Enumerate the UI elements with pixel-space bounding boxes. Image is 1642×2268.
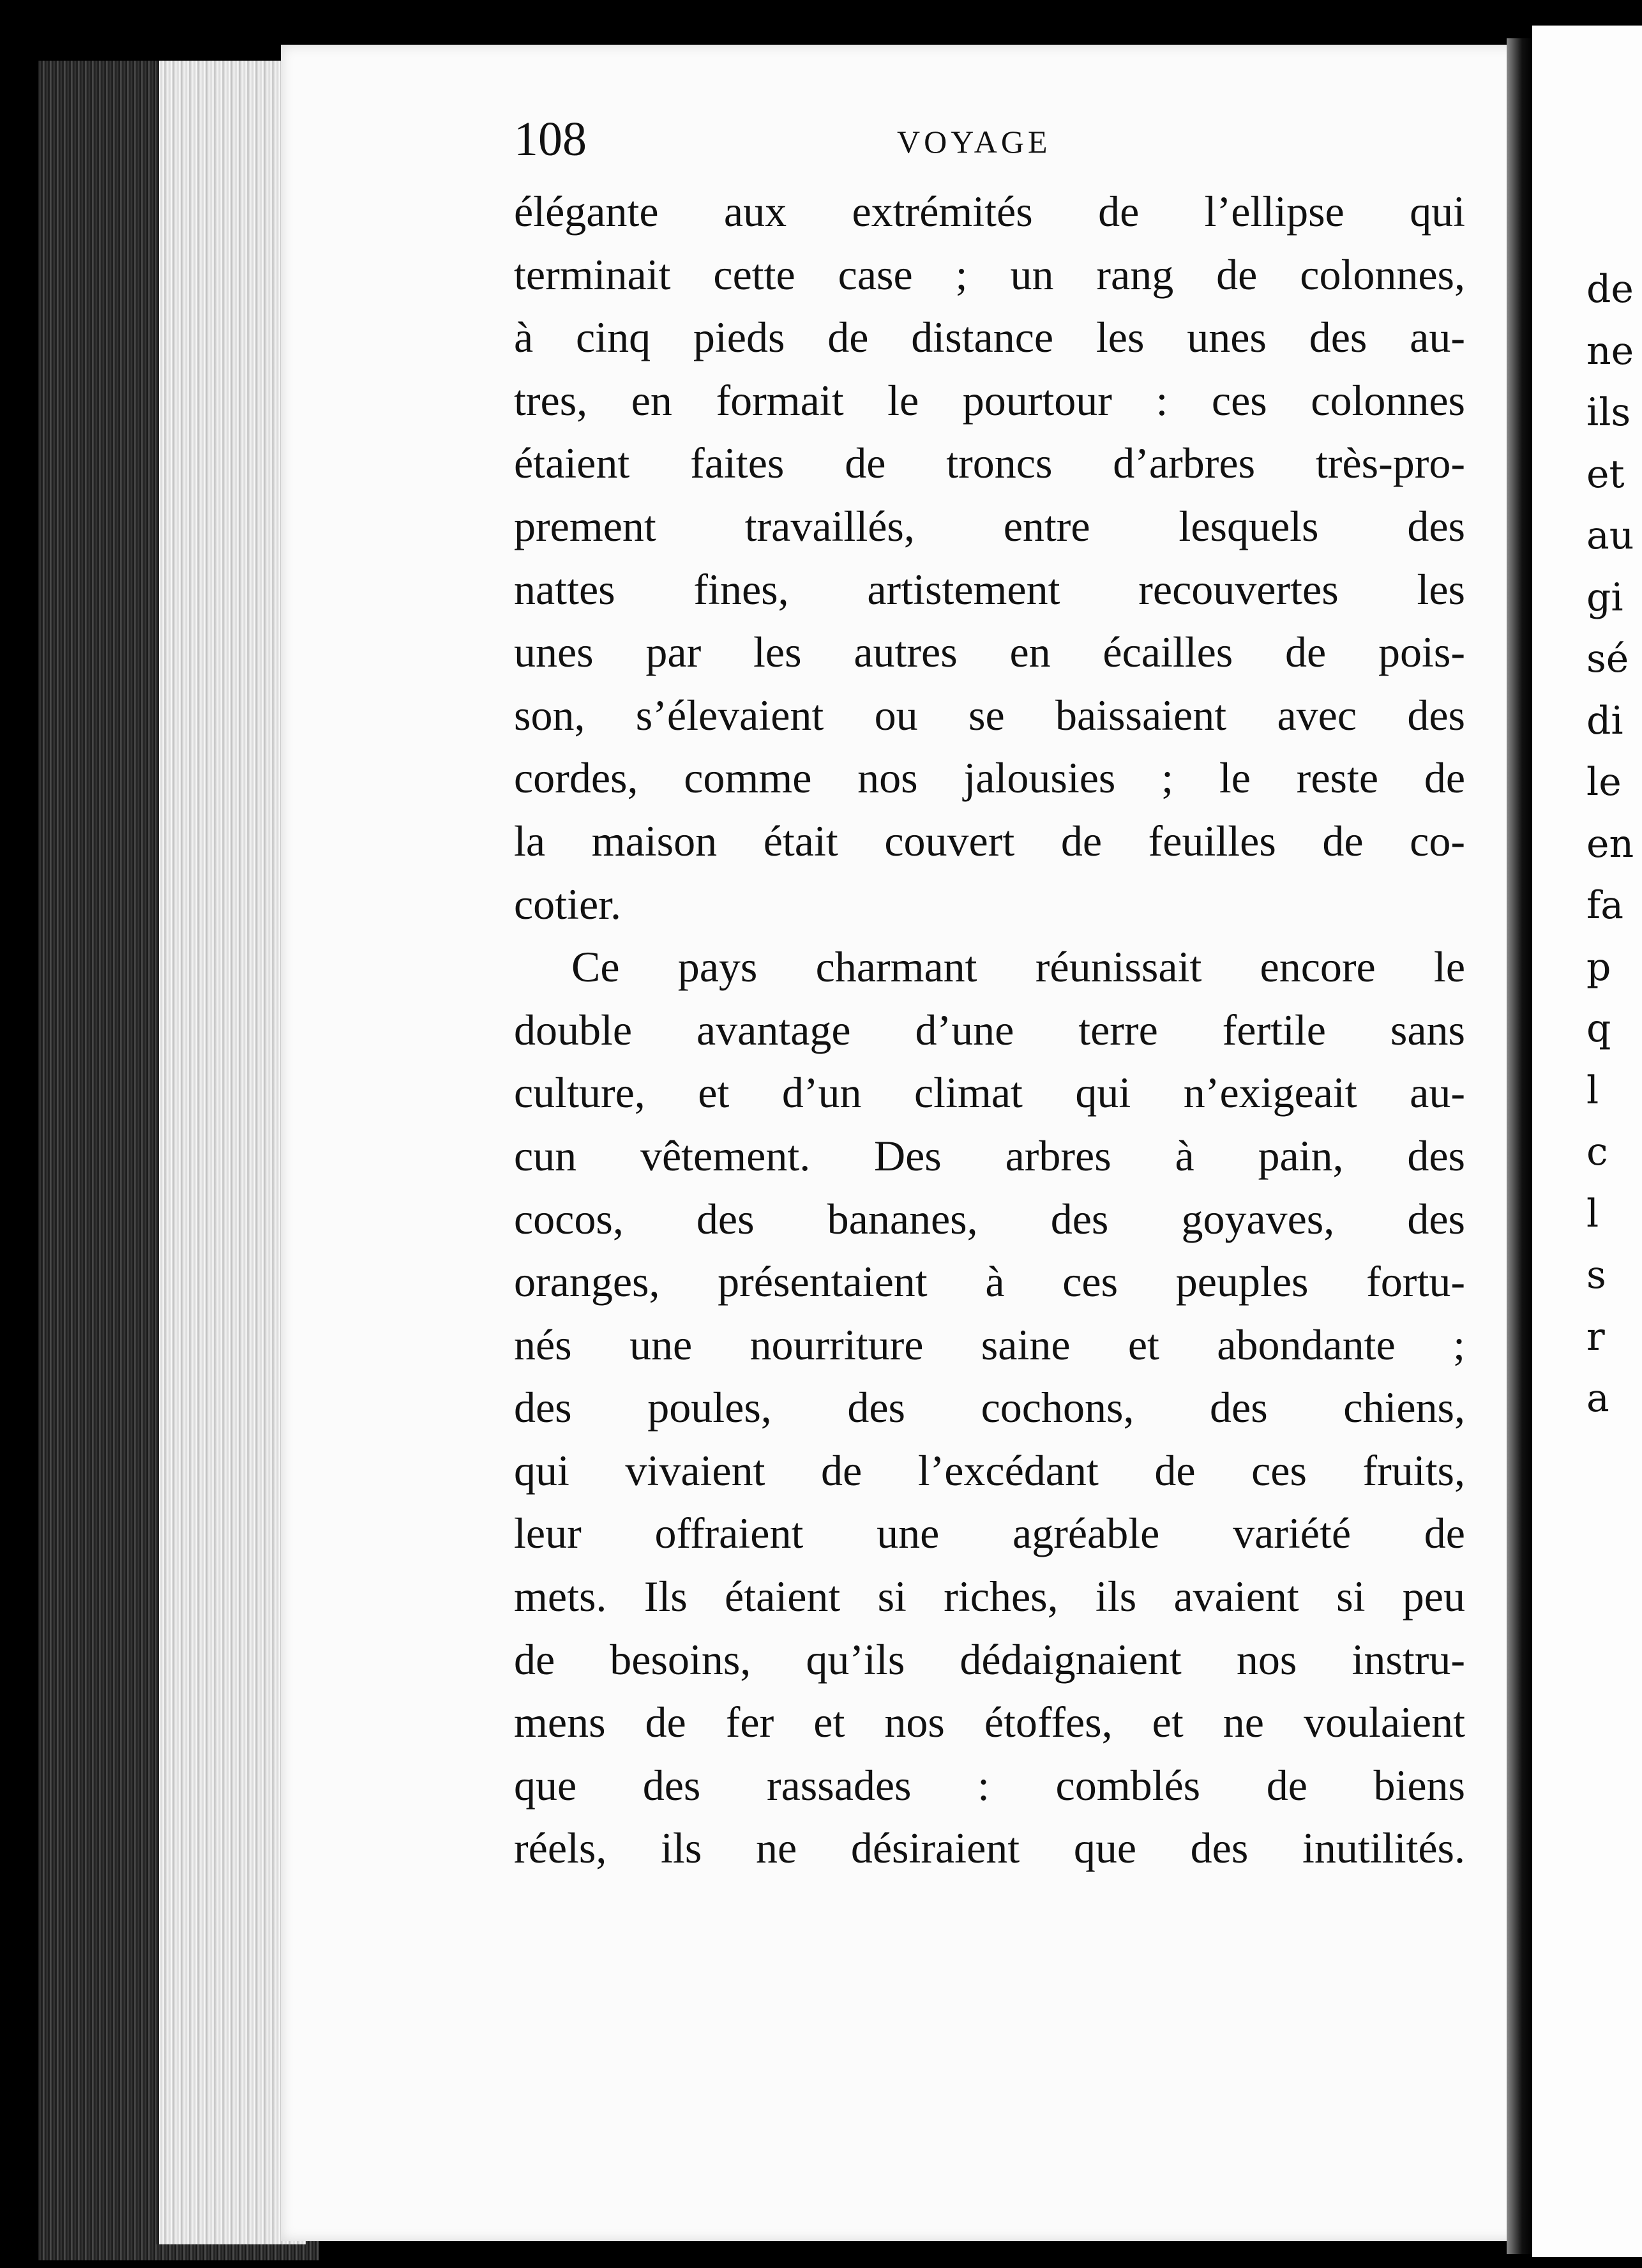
text-line: terminait cette case ; un rang de colonnes, [514,250,1465,299]
text-line: leur offraient une agréable variété de [514,1509,1465,1558]
facing-page-edge [1532,26,1642,2257]
facing-fragment: au [1586,513,1634,558]
text-line: son, s’élevaient ou se baissaient avec des [514,690,1465,739]
facing-fragment: l [1586,1068,1599,1113]
facing-fragment: sé [1586,637,1629,681]
text-line: qui vivaient de l’excédant de ces fruits, [514,1446,1465,1495]
facing-fragment: gi [1586,575,1623,620]
text-line: prement travaillés, entre lesquels des [514,501,1465,550]
text-line: double avantage d’une terre fertile sans [514,1005,1465,1054]
book-gutter [1507,38,1532,2254]
text-line: tres, en formait le pourtour : ces colonnes [514,375,1465,425]
facing-fragment: ils [1586,390,1631,435]
facing-fragment: a [1586,1376,1609,1421]
text-line: unes par les autres en écailles de pois- [514,628,1465,677]
text-line: mets. Ils étaient si riches, ils avaient si peu [514,1572,1465,1621]
text-line: de besoins, qu’ils dédaignaient nos instru- [514,1635,1465,1684]
facing-fragment: le [1586,760,1622,805]
text-line: élégante aux extrémités de l’ellipse qui [514,187,1465,236]
running-title: VOYAGE [897,124,1051,160]
text-line: cordes, comme nos jalousies ; le reste de [514,753,1465,803]
page-number: 108 [514,112,587,166]
text-line: cocos, des bananes, des goyaves, des [514,1194,1465,1243]
facing-fragment: di [1586,698,1623,743]
text-line: cun vêtement. Des arbres à pain, des [514,1131,1465,1180]
text-line: des poules, des cochons, des chiens, [514,1383,1465,1432]
text-line: oranges, présentaient à ces peuples fortu- [514,1257,1465,1306]
text-line: la maison était couvert de feuilles de co- [514,816,1465,865]
body-text [514,180,1465,1880]
text-line: étaient faites de troncs d’arbres très-pro- [514,439,1465,488]
text-line: Ce pays charmant réunissait encore le [571,942,1465,992]
text-line: réels, ils ne désiraient que des inutilités. [514,1824,1465,1873]
facing-fragment: en [1586,821,1634,866]
facing-fragment: s [1586,1253,1606,1297]
text-line: culture, et d’un climat qui n’exigeait au- [514,1068,1465,1117]
text-line: mens de fer et nos étoffes, et ne voulaient [514,1698,1465,1747]
facing-fragment: ne [1586,328,1634,374]
page-header [514,107,1472,171]
facing-fragment: fa [1586,883,1623,928]
facing-fragment: p [1586,944,1611,990]
facing-fragment: l [1586,1191,1599,1236]
text-line: nattes fines, artistement recouvertes les [514,564,1465,614]
facing-page-text [1586,259,1634,1430]
facing-fragment: de [1586,267,1634,312]
facing-fragment: c [1586,1130,1608,1174]
text-line: à cinq pieds de distance les unes des au- [514,313,1465,362]
text-line: que des rassades : comblés de biens [514,1760,1465,1810]
facing-fragment: r [1586,1314,1605,1359]
text-line: nés une nourriture saine et abondante ; [514,1320,1465,1369]
facing-fragment: et [1586,451,1625,497]
facing-fragment: q [1586,1006,1611,1051]
text-line: cotier. [514,879,622,928]
